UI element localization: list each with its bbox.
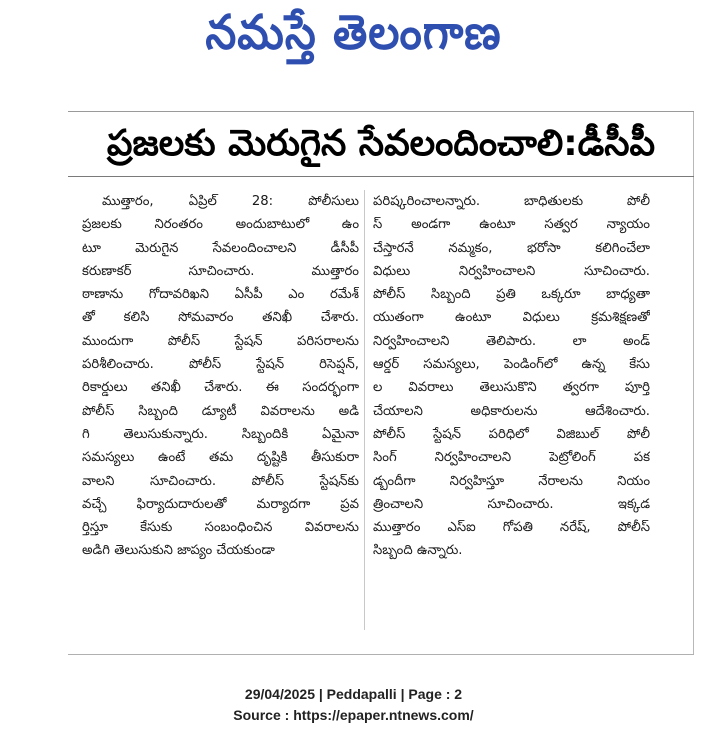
article-line: యుతంగా ఉంటూ విధులు క్రమశిక్షణతో: [373, 310, 650, 326]
article-line: తో కలిసి సోమవారం తనిఖీ చేశారు.: [82, 310, 359, 326]
article-line: గి తెలుసుకున్నారు. సిబ్బందికి ఏమైనా: [82, 426, 359, 442]
article-line: సమస్యలు ఉంటే తమ దృష్టికి తీసుకురా: [82, 450, 359, 466]
article-line: ల వివరాలు తెలుసుకొని త్వరగా పూర్తి: [373, 380, 650, 396]
article-line: విధులు నిర్వహించాలని సూచించారు.: [373, 263, 650, 279]
article-line: టూ మెరుగైన సేవలందించాలని డీసీపీ: [82, 240, 359, 256]
column-divider: [364, 190, 365, 630]
article-line: కరుణాకర్ సూచించారు. ముత్తారం: [82, 263, 359, 279]
article-line: చేస్తారనే నమ్మకం, భరోసా కలిగించేలా: [373, 240, 650, 256]
article-line: పోలీస్ సిబ్బంది డ్యూటీ వివరాలను అడి: [82, 403, 359, 419]
article-line: త్రించాలని సూచించారు. ఇక్కడ: [373, 496, 650, 512]
article-line: డ్బందీగా నిర్వహిస్తూ నేరాలను నియం: [373, 473, 650, 489]
article-line: ర్తిస్తూ కేసుకు సంబంధించిన వివరాలను: [82, 520, 359, 536]
article-line: వచ్చే ఫిర్యాదుదారులతో మర్యాదగా ప్రవ: [82, 496, 359, 512]
article-line: చేయాలని అధికారులను ఆదేశించారు.: [373, 403, 650, 419]
article-line: పోలీస్ సిబ్బంది ప్రతి ఒక్కరూ బాధ్యతా: [373, 287, 650, 303]
article-column-left: [82, 190, 359, 563]
newspaper-logo: నమస్తే తెలంగాణ: [205, 5, 502, 61]
article-line: పరిశీలించారు. పోలీస్ స్టేషన్ రిసెప్షన్,: [82, 357, 359, 373]
article-line: అడిగి తెలుసుకుని జాప్యం చేయకుండా: [82, 543, 275, 559]
clipping-top-edge: [68, 92, 694, 112]
article-line: రికార్డులు తనిఖీ చేశారు. ఈ సందర్భంగా: [82, 380, 359, 396]
headline-divider: [68, 176, 694, 177]
article-line: ప్రజలకు నిరంతరం అందుబాటులో ఉం: [82, 217, 359, 233]
article-headline: ప్రజలకు మెరుగైన సేవలందించాలి:డీసీపీ: [106, 123, 656, 164]
article-line: స్ అండగా ఉంటూ సత్వర న్యాయం: [373, 217, 650, 233]
column-border-right: [693, 112, 694, 654]
article-line: ముత్తారం, ఏప్రిల్ 28: పోలీసులు: [102, 194, 359, 209]
masthead: [0, 0, 707, 78]
source-link[interactable]: Source : https://epaper.ntnews.com/: [233, 707, 474, 723]
clipping-footer: [0, 684, 707, 726]
article-line: సిబ్బంది ఉన్నారు.: [373, 543, 463, 559]
article-line: సింగ్ నిర్వహించాలని పెట్రోలింగ్ పక: [373, 450, 650, 466]
article-line: నిర్వహించాలని తెలిపారు. లా అండ్: [373, 333, 650, 349]
publication-meta: 29/04/2025 | Peddapalli | Page : 2: [244, 686, 463, 702]
article-line: పరిష్కరించాలన్నారు. బాధితులకు పోలీ: [373, 194, 650, 209]
clipping-bottom-edge: [68, 654, 694, 672]
newspaper-clipping: [68, 92, 694, 672]
article-line: ఆర్డర్ సమస్యలు, పెండింగ్‌లో ఉన్న కేసు: [373, 357, 650, 373]
article-line: ముందుగా పోలీస్ స్టేషన్ పరిసరాలను: [82, 333, 359, 349]
article-line: ముత్తారం ఎస్ఐ గోపతి నరేష్, పోలీస్: [373, 520, 650, 536]
article-column-right: [373, 190, 650, 563]
article-line: పోలీస్ స్టేషన్ పరిధిలో విజిబుల్ పోలీ: [373, 426, 650, 442]
article-line: వాలని సూచించారు. పోలీస్ స్టేషన్‌కు: [82, 473, 359, 489]
article-line: ఠాణాను గోదావరిఖని ఏసీపీ ఎం రమేశ్: [82, 287, 359, 303]
